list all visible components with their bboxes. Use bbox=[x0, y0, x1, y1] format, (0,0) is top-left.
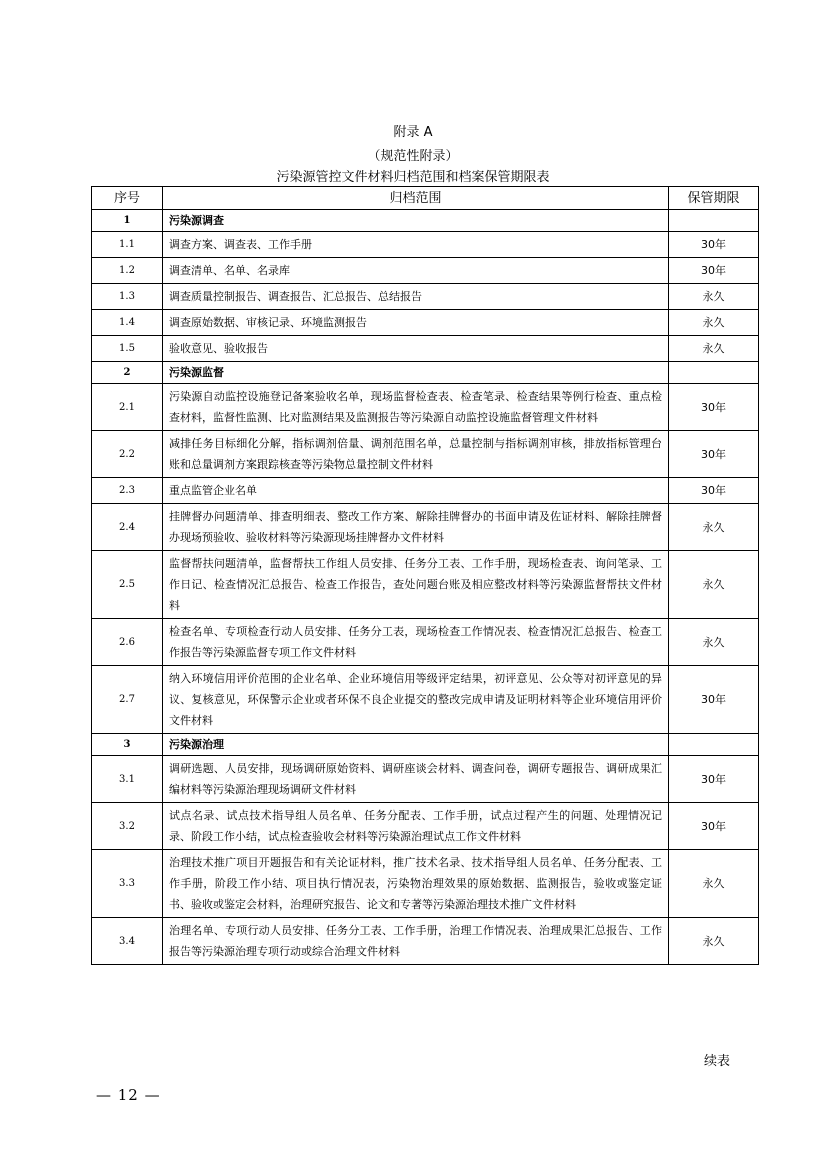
archive-scope-text: 挂牌督办问题清单、排查明细表、整改工作方案、解除挂牌督办的书面申请及佐证材料、解除挂牌督办现场预验收、验收材料等污染源现场挂牌督办文件材料 bbox=[163, 504, 669, 551]
table-header-row bbox=[92, 187, 759, 210]
row-number: 2.5 bbox=[92, 551, 163, 619]
table-row bbox=[92, 431, 759, 478]
archive-scope-text: 调查方案、调查表、工作手册 bbox=[163, 232, 669, 258]
row-number: 1.5 bbox=[92, 336, 163, 362]
archive-scope-text: 试点名录、试点技术指导组人员名单、任务分配表、工作手册，试点过程产生的问题、处理情况记录、阶段工作小结，试点检查验收会材料等污染源治理试点工作文件材料 bbox=[163, 803, 669, 850]
table-row bbox=[92, 258, 759, 284]
normative-label: （规范性附录） bbox=[367, 149, 459, 164]
header-scope: 归档范围 bbox=[163, 187, 669, 210]
table-row bbox=[92, 803, 759, 850]
header-term: 保管期限 bbox=[669, 187, 759, 210]
retention-period: 30年 bbox=[669, 478, 759, 504]
row-number: 3 bbox=[92, 734, 163, 756]
row-number: 1.2 bbox=[92, 258, 163, 284]
archive-scope-text: 污染源自动监控设施登记备案验收名单，现场监督检查表、检查笔录、检查结果等例行检查、重点检查材料，监督性监测、比对监测结果及监测报告等污染源自动监控设施监督管理文件材料 bbox=[163, 384, 669, 431]
page-number: — 12 — bbox=[96, 1086, 161, 1104]
retention-period: 永久 bbox=[669, 284, 759, 310]
retention-period: 永久 bbox=[669, 850, 759, 918]
table-row bbox=[92, 666, 759, 734]
row-number: 3.3 bbox=[92, 850, 163, 918]
archive-scope-text: 验收意见、验收报告 bbox=[163, 336, 669, 362]
retention-period: 永久 bbox=[669, 551, 759, 619]
row-number: 2.2 bbox=[92, 431, 163, 478]
archive-scope-text: 治理技术推广项目开题报告和有关论证材料，推广技术名录、技术指导组人员名单、任务分配表、工作手册，阶段工作小结、项目执行情况表，污染物治理效果的原始数据、监测报告，验收或鉴定证书、验收或鉴定会材料，治理研究报告、论文和专著等污染源治理技术推广文件材料 bbox=[163, 850, 669, 918]
retention-period bbox=[669, 210, 759, 232]
archive-scope-text: 检查名单、专项检查行动人员安排、任务分工表，现场检查工作情况表、检查情况汇总报告、检查工作报告等污染源监督专项工作文件材料 bbox=[163, 619, 669, 666]
retention-period: 30年 bbox=[669, 258, 759, 284]
row-number: 2.6 bbox=[92, 619, 163, 666]
table-row bbox=[92, 551, 759, 619]
retention-period bbox=[669, 734, 759, 756]
row-number: 2.7 bbox=[92, 666, 163, 734]
archive-scope-text: 减排任务目标细化分解，指标调剂倍量、调剂范围名单，总量控制与指标调剂审核，排放指标管理台账和总量调剂方案跟踪核查等污染物总量控制文件材料 bbox=[163, 431, 669, 478]
archive-scope-text: 监督帮扶问题清单，监督帮扶工作组人员安排、任务分工表、工作手册，现场检查表、询问笔录、工作日记、检查情况汇总报告、检查工作报告，查处问题台账及相应整改材料等污染源监督帮扶文件材料 bbox=[163, 551, 669, 619]
retention-period: 30年 bbox=[669, 431, 759, 478]
retention-period: 永久 bbox=[669, 336, 759, 362]
table-row bbox=[92, 850, 759, 918]
row-number: 2.3 bbox=[92, 478, 163, 504]
retention-period: 30年 bbox=[669, 803, 759, 850]
row-number: 3.2 bbox=[92, 803, 163, 850]
table-section-row bbox=[92, 734, 759, 756]
row-number: 1.4 bbox=[92, 310, 163, 336]
table-row bbox=[92, 336, 759, 362]
table-row bbox=[92, 284, 759, 310]
retention-period: 30年 bbox=[669, 666, 759, 734]
table-row bbox=[92, 310, 759, 336]
row-number: 1.3 bbox=[92, 284, 163, 310]
retention-period: 永久 bbox=[669, 310, 759, 336]
table-section-row bbox=[92, 210, 759, 232]
archive-scope-text: 纳入环境信用评价范围的企业名单、企业环境信用等级评定结果，初评意见、公众等对初评意见的异议、复核意见，环保警示企业或者环保不良企业提交的整改完成申请及证明材料等企业环境信用评价文件材料 bbox=[163, 666, 669, 734]
retention-period: 永久 bbox=[669, 918, 759, 965]
section-title: 污染源治理 bbox=[163, 734, 669, 756]
archive-scope-text: 调查原始数据、审核记录、环境监测报告 bbox=[163, 310, 669, 336]
table-row bbox=[92, 756, 759, 803]
table-title: 污染源管控文件材料归档范围和档案保管期限表 bbox=[276, 170, 550, 185]
section-title: 污染源监督 bbox=[163, 362, 669, 384]
archive-scope-text: 调查质量控制报告、调查报告、汇总报告、总结报告 bbox=[163, 284, 669, 310]
table-row bbox=[92, 478, 759, 504]
archive-scope-text: 调查清单、名单、名录库 bbox=[163, 258, 669, 284]
annex-label: 附录 A bbox=[393, 125, 433, 140]
retention-period: 30年 bbox=[669, 756, 759, 803]
row-number: 1.1 bbox=[92, 232, 163, 258]
retention-period: 永久 bbox=[669, 504, 759, 551]
archive-scope-text: 治理名单、专项行动人员安排、任务分工表、工作手册，治理工作情况表、治理成果汇总报告、工作报告等污染源治理专项行动或综合治理文件材料 bbox=[163, 918, 669, 965]
continued-label: 续表 bbox=[704, 1054, 731, 1069]
row-number: 1 bbox=[92, 210, 163, 232]
archive-scope-table bbox=[91, 186, 759, 965]
row-number: 2.1 bbox=[92, 384, 163, 431]
retention-period: 永久 bbox=[669, 619, 759, 666]
retention-period: 30年 bbox=[669, 384, 759, 431]
table-row bbox=[92, 384, 759, 431]
table-row bbox=[92, 232, 759, 258]
row-number: 3.1 bbox=[92, 756, 163, 803]
table-row bbox=[92, 504, 759, 551]
retention-period bbox=[669, 362, 759, 384]
row-number: 2 bbox=[92, 362, 163, 384]
retention-period: 30年 bbox=[669, 232, 759, 258]
section-title: 污染源调查 bbox=[163, 210, 669, 232]
table-row bbox=[92, 619, 759, 666]
table-section-row bbox=[92, 362, 759, 384]
row-number: 3.4 bbox=[92, 918, 163, 965]
header-no: 序号 bbox=[92, 187, 163, 210]
archive-scope-text: 调研选题、人员安排，现场调研原始资料、调研座谈会材料、调查问卷，调研专题报告、调研成果汇编材料等污染源治理现场调研文件材料 bbox=[163, 756, 669, 803]
archive-scope-text: 重点监管企业名单 bbox=[163, 478, 669, 504]
table-body bbox=[92, 210, 759, 965]
row-number: 2.4 bbox=[92, 504, 163, 551]
table-row bbox=[92, 918, 759, 965]
